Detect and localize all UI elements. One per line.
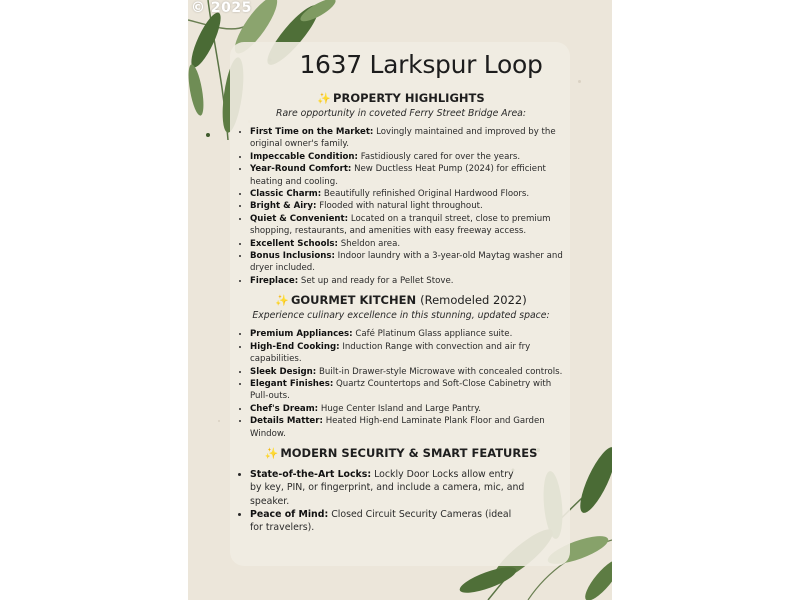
feature-label: Chef's Dream: bbox=[250, 403, 319, 414]
feature-item bbox=[250, 250, 566, 275]
feature-text: Induction Range with convection and air fry capabilities. bbox=[250, 341, 531, 365]
feature-item bbox=[250, 403, 566, 415]
sparkle-icon: ✨ bbox=[275, 294, 289, 308]
feature-item bbox=[250, 415, 566, 440]
feature-text: Sheldon area. bbox=[340, 238, 401, 249]
feature-text: Built-in Drawer-style Microwave with concealed controls. bbox=[318, 366, 563, 377]
feature-list bbox=[236, 328, 566, 440]
feature-label: Impeccable Condition: bbox=[250, 151, 358, 162]
feature-label: Premium Appliances: bbox=[250, 329, 353, 340]
feature-text: New Ductless Heat Pump (2024) for efficient heating and cooling. bbox=[250, 164, 546, 187]
section-heading: ✨ PROPERTY HIGHLIGHTS bbox=[317, 91, 485, 105]
feature-label: Bright & Airy: bbox=[250, 201, 317, 212]
feature-item bbox=[250, 378, 566, 403]
feature-item bbox=[250, 341, 566, 366]
feature-text: Beautifully refinished Original Hardwood Floors. bbox=[323, 189, 530, 200]
feature-label: Year-Round Comfort: bbox=[250, 164, 352, 175]
feature-item bbox=[250, 328, 566, 340]
feature-label: Excellent Schools: bbox=[250, 238, 338, 249]
feature-item bbox=[250, 213, 566, 238]
section-heading: ✨ MODERN SECURITY & SMART FEATURES bbox=[264, 445, 538, 460]
feature-item bbox=[250, 508, 525, 535]
feature-list bbox=[236, 468, 525, 534]
property-address-title: 1637 Larkspur Loop bbox=[299, 50, 543, 79]
feature-label: Quiet & Convenient: bbox=[250, 213, 349, 224]
section-subtitle: Rare opportunity in coveted Ferry Street Bridge Area: bbox=[275, 108, 526, 119]
feature-text: Lovingly maintained and improved by the original owner's family. bbox=[250, 127, 556, 150]
feature-label: Sleek Design: bbox=[250, 366, 317, 377]
feature-label: First Time on the Market: bbox=[250, 127, 374, 137]
feature-text: Lockly Door Locks allow entry by key, PIN, or fingerprint, and include a camera, mic, and speaker. bbox=[250, 468, 525, 507]
section-gourmet-kitchen bbox=[236, 293, 566, 440]
feature-label: Peace of Mind: bbox=[250, 508, 329, 520]
feature-item bbox=[250, 151, 566, 163]
feature-label: State-of-the-Art Locks: bbox=[250, 468, 372, 480]
feature-label: Classic Charm: bbox=[250, 189, 322, 200]
copyright-watermark: © 2025 bbox=[191, 0, 252, 16]
section-subtitle: Experience culinary excellence in this stunning, updated space: bbox=[252, 310, 550, 322]
feature-text: Heated High-end Laminate Plank Floor and Garden Window. bbox=[250, 416, 545, 439]
feature-label: Elegant Finishes: bbox=[250, 378, 334, 389]
section-heading: ✨ GOURMET KITCHEN (Remodeled 2022) bbox=[275, 293, 527, 308]
feature-text: Quartz Countertops and Soft-Close Cabinetry with Pull-outs. bbox=[250, 378, 552, 402]
feature-text: Closed Circuit Security Cameras (ideal for travelers). bbox=[250, 508, 512, 534]
feature-item bbox=[250, 200, 566, 212]
feature-item bbox=[250, 366, 566, 378]
feature-label: Details Matter: bbox=[250, 416, 323, 427]
feature-list bbox=[236, 126, 566, 287]
feature-label: Fireplace: bbox=[250, 275, 299, 286]
feature-item bbox=[250, 468, 525, 508]
feature-text: Fastidiously cared for over the years. bbox=[360, 151, 521, 162]
feature-item bbox=[250, 188, 566, 200]
flyer-content bbox=[236, 50, 566, 540]
feature-text: Café Platinum Glass appliance suite. bbox=[355, 329, 513, 340]
property-flyer bbox=[188, 0, 612, 600]
feature-text: Flooded with natural light throughout. bbox=[319, 201, 483, 212]
feature-text: Indoor laundry with a 3-year-old Maytag washer and dryer included. bbox=[250, 251, 563, 274]
feature-item bbox=[250, 126, 566, 151]
feature-item bbox=[250, 163, 566, 188]
feature-item bbox=[250, 238, 566, 250]
sparkle-icon: ✨ bbox=[264, 446, 279, 460]
sparkle-icon: ✨ bbox=[317, 92, 332, 105]
feature-text: Set up and ready for a Pellet Stove. bbox=[300, 275, 454, 286]
feature-text: Huge Center Island and Large Pantry. bbox=[320, 403, 482, 414]
feature-label: High-End Cooking: bbox=[250, 341, 340, 352]
section-security-features bbox=[236, 446, 566, 534]
feature-label: Bonus Inclusions: bbox=[250, 251, 335, 262]
feature-item bbox=[250, 275, 566, 287]
section-property-highlights bbox=[236, 91, 566, 287]
feature-text: Located on a tranquil street, close to premium shopping, restaurants, and amenities with easy freeway access. bbox=[250, 213, 551, 237]
